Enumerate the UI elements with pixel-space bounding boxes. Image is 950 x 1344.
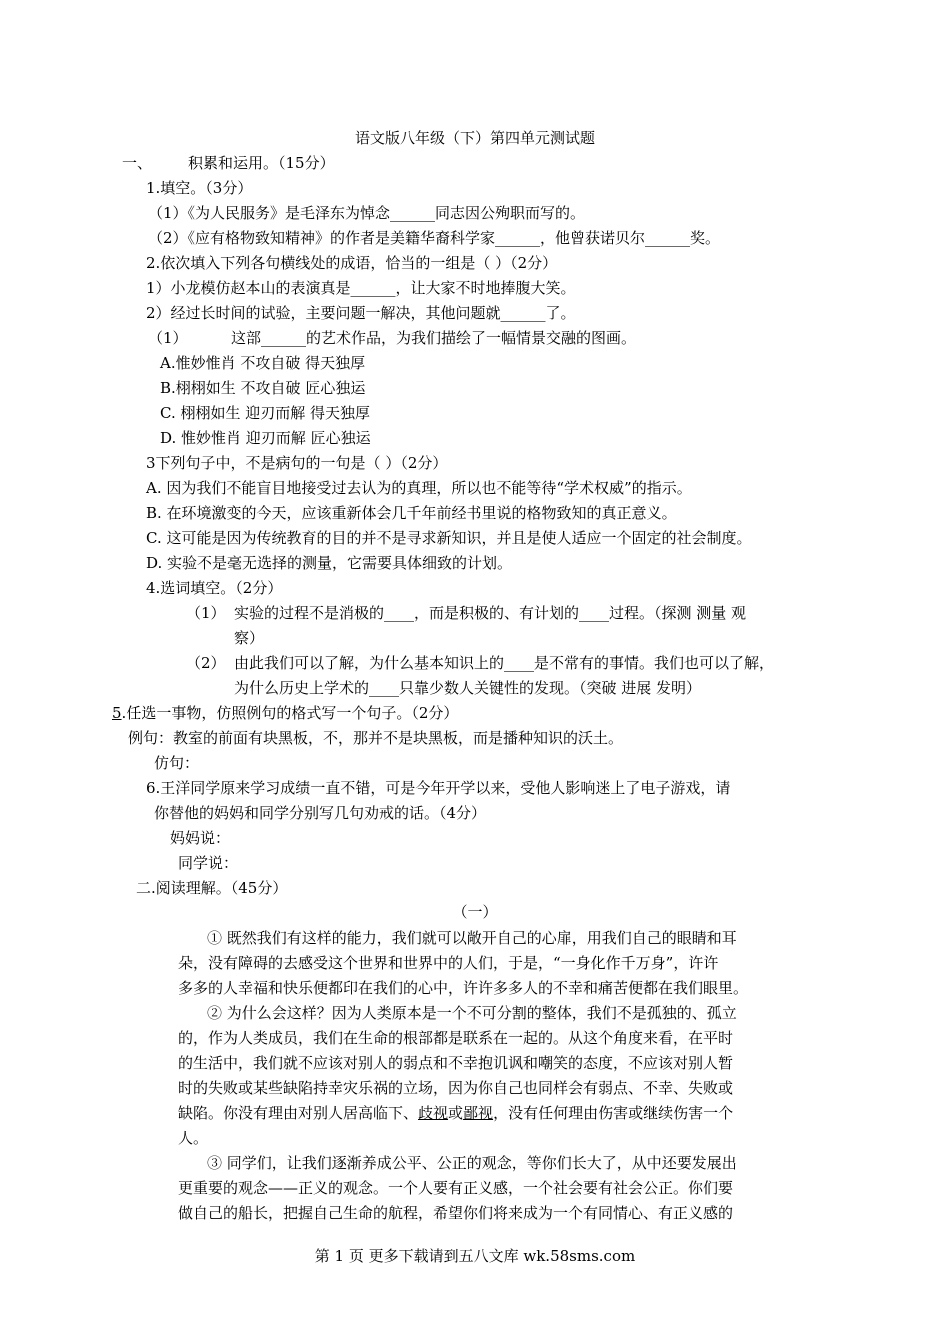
para3-line2: 更重要的观念——正义的观念。一个人要有正义感，一个社会要有社会公正。你们要	[178, 1179, 734, 1197]
q2-title: 2.依次填入下列各句横线处的成语，恰当的一组是（ ）（2分）	[146, 254, 558, 272]
para2-line4: 时的失败或某些缺陷持幸灾乐祸的立场，因为你自己也同样会有弱点、不幸、失败或	[178, 1079, 734, 1097]
q4-item2-line2: 为什么历史上学术的____只靠少数人关键性的发现。（突破 进展 发明）	[234, 679, 702, 697]
underlined-word-1: 歧视	[418, 1104, 449, 1122]
q5-title-line	[112, 703, 458, 723]
para2-line5-start: 缺陷。你没有理由对别人居高临下、	[178, 1104, 419, 1122]
section1-title: 积累和运用。（15分）	[188, 154, 335, 172]
para2-line6: 人。	[178, 1129, 209, 1147]
page-title: 语文版八年级（下）第四单元测试题	[354, 129, 595, 147]
q1-title: 1.填空。（3分）	[146, 179, 253, 197]
para2-line2: 的，作为人类成员，我们在生命的根部都是联系在一起的。从这个角度来看，在平时	[178, 1029, 734, 1047]
q3-option-d: D. 实验不是毫无选择的测量，它需要具体细致的计划。	[146, 554, 513, 572]
para2-line1: ② 为什么会这样？因为人类原本是一个不可分割的整体，我们不是孤独的、孤立	[207, 1004, 737, 1022]
para2-line5	[178, 1103, 733, 1123]
q5-example: 例句：教室的前面有块黑板，不，那并不是块黑板，而是播种知识的沃土。	[128, 729, 624, 747]
para1-line2: 朵，没有障碍的去感受这个世界和世界中的人们，于是，“一身化作千万身”，许许	[178, 954, 719, 972]
q1-item1: （1）《为人民服务》是毛泽东为悼念______同志因公殉职而写的。	[148, 204, 586, 222]
page-footer: 第 1 页 更多下载请到五八文库 wk.58sms.com	[314, 1247, 636, 1265]
para1-line1: ① 既然我们有这样的能力，我们就可以敞开自己的心扉，用我们自己的眼睛和耳	[207, 929, 737, 947]
q2-option-c: C. 栩栩如生 迎刃而解 得天独厚	[160, 404, 371, 422]
q2-option-d: D. 惟妙惟肖 迎刃而解 匠心独运	[160, 429, 371, 447]
section1-number: 一、	[122, 154, 153, 172]
para2-line5-end: ，没有任何理由伤害或继续伤害一个	[493, 1104, 734, 1122]
q4-title: 4.选词填空。（2分）	[146, 579, 283, 597]
q4-item2-line1: 由此我们可以了解，为什么基本知识上的____是不常有的事情。我们也可以了解，	[234, 654, 775, 672]
para2-line3: 的生活中，我们就不应该对别人的弱点和不幸抱讥讽和嘲笑的态度，不应该对别人暂	[178, 1054, 734, 1072]
passage-heading: （一）	[452, 903, 498, 921]
para1-line3: 多多的人幸福和快乐便都印在我们的心中，许许多多人的不幸和痛苦便都在我们眼里。	[178, 979, 749, 997]
section2-title: 二.阅读理解。（45分）	[136, 879, 288, 897]
q6-mom-label: 妈妈说：	[170, 829, 231, 847]
q2-sentence1: 1）小龙模仿赵本山的表演真是______，让大家不时地捧腹大笑。	[146, 279, 576, 297]
para3-line1: ③ 同学们，让我们逐渐养成公平、公正的观念，等你们长大了，从中还要发展出	[207, 1154, 737, 1172]
q6-classmate-label: 同学说：	[178, 854, 239, 872]
q3-option-c: C. 这可能是因为传统教育的目的并不是寻求新知识，并且是使人适应一个固定的社会制度。	[146, 529, 752, 547]
q3-option-a: A. 因为我们不能盲目地接受过去认为的真理，所以也不能等待“学术权威”的指示。	[146, 479, 692, 497]
q5-imitate-label: 仿句：	[154, 754, 200, 772]
q2-option-b: B.栩栩如生 不攻自破 匠心独运	[160, 379, 366, 397]
underlined-word-2: 鄙视	[463, 1104, 494, 1122]
q4-item1-line2: 察）	[234, 629, 265, 647]
q1-item2: （2）《应有格物致知精神》的作者是美籍华裔科学家______，他曾获诺贝尔______奖。	[148, 229, 721, 247]
q4-item1-number: （1）	[186, 604, 226, 622]
q4-item2-number: （2）	[186, 654, 226, 672]
q6-line2: 你替他的妈妈和同学分别写几句劝戒的话。（4分）	[154, 804, 487, 822]
q6-line1: 6.王洋同学原来学习成绩一直不错，可是今年开学以来，受他人影响迷上了电子游戏，请	[146, 779, 731, 797]
q5-number: 5	[112, 704, 122, 722]
q4-item1-line1: 实验的过程不是消极的____，而是积极的、有计划的____过程。（探测 测量 观	[234, 604, 747, 622]
para3-line3: 做自己的船长，把握自己生命的航程，希望你们将来成为一个有同情心、有正义感的	[178, 1204, 734, 1222]
q2-sentence3: 这部______的艺术作品，为我们描绘了一幅情景交融的图画。	[231, 329, 637, 347]
q5-title: .任选一事物，仿照例句的格式写一个句子。（2分）	[121, 704, 459, 722]
q2-sentence2: 2）经过长时间的试验，主要问题一解决，其他问题就______了。	[146, 304, 576, 322]
q2-option-a: A.惟妙惟肖 不攻自破 得天独厚	[160, 354, 366, 372]
q2-sentence3-number: （1）	[148, 329, 188, 347]
q3-title: 3下列句子中，不是病句的一句是（ ）（2分）	[146, 454, 448, 472]
para2-line5-mid: 或	[448, 1104, 464, 1122]
q3-option-b: B. 在环境激变的今天，应该重新体会几千年前经书里说的格物致知的真正意义。	[146, 504, 677, 522]
